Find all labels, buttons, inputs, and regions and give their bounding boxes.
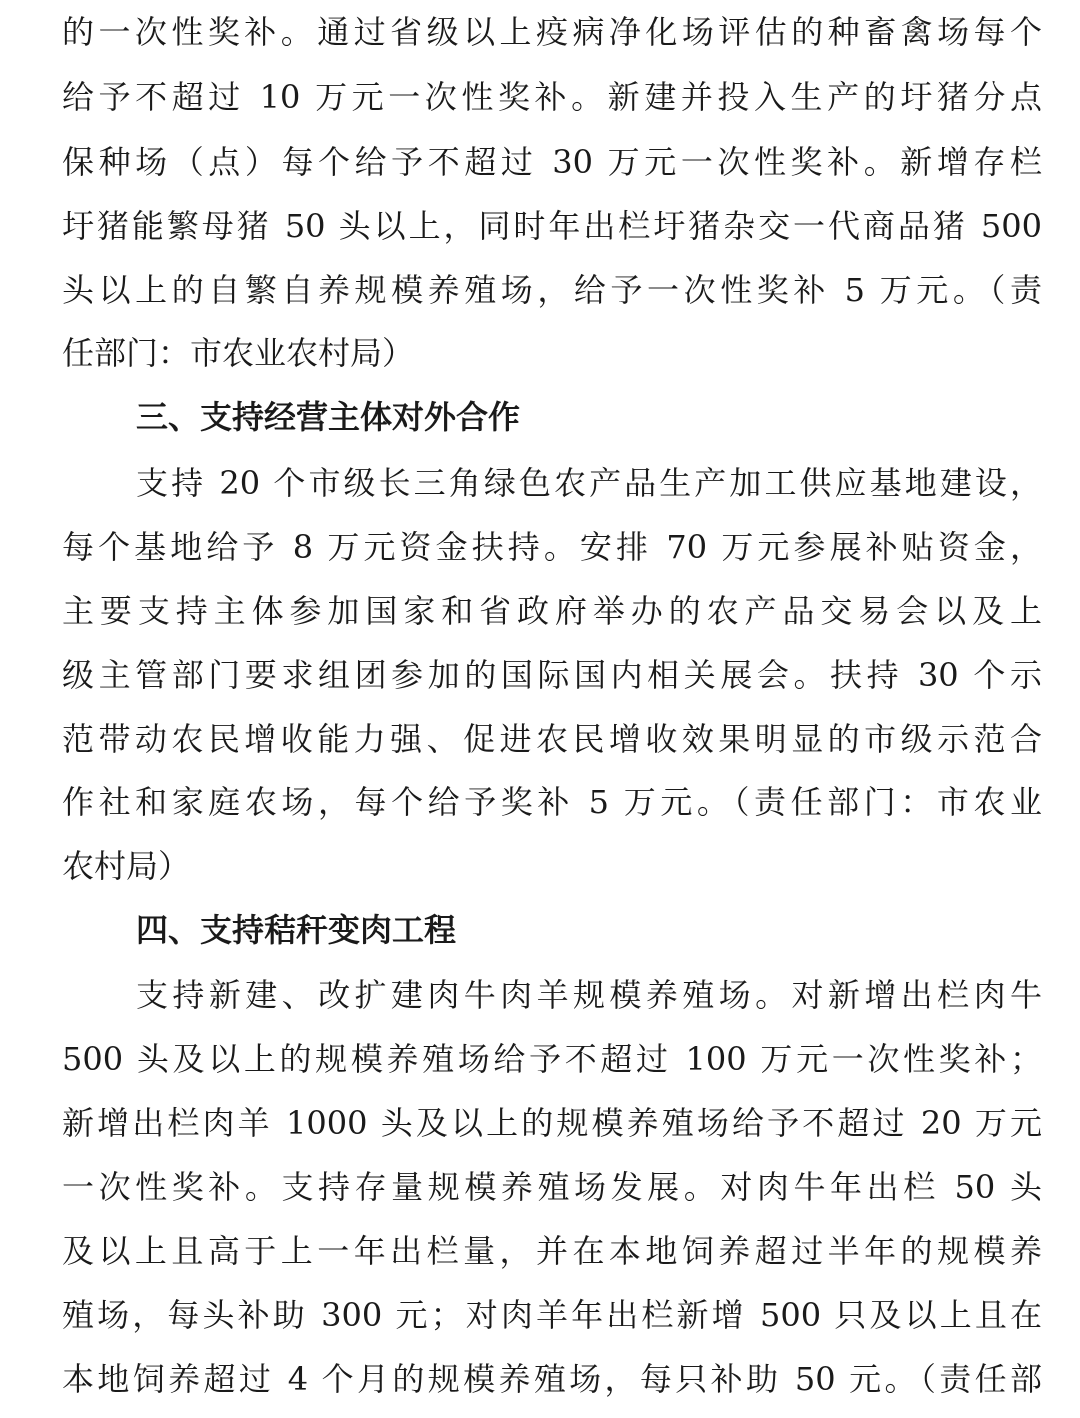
section-heading-3: 三、支持经营主体对外合作 — [136, 398, 521, 436]
paragraph-line: 及以上且高于上一年出栏量，并在本地饲养超过半年的规模养 — [62, 1232, 1042, 1270]
paragraph-line: 殖场，每头补助 300 元；对肉羊年出栏新增 500 只及以上且在 — [62, 1296, 1042, 1334]
section-heading-4: 四、支持秸秆变肉工程 — [136, 911, 457, 949]
paragraph-line: 主要支持主体参加国家和省政府举办的农产品交易会以及上 — [62, 592, 1042, 630]
paragraph-line: 本地饲养超过 4 个月的规模养殖场，每只补助 50 元。（责任部 — [62, 1360, 1042, 1398]
paragraph-line: 支持 20 个市级长三角绿色农产品生产加工供应基地建设， — [136, 464, 1042, 502]
paragraph-line: 头以上的自繁自养规模养殖场，给予一次性奖补 5 万元。（责 — [62, 271, 1042, 309]
paragraph-line: 圩猪能繁母猪 50 头以上，同时年出栏圩猪杂交一代商品猪 500 — [62, 207, 1042, 245]
paragraph-line: 任部门：市农业农村局） — [62, 334, 415, 372]
paragraph-line: 支持新建、改扩建肉牛肉羊规模养殖场。对新增出栏肉牛 — [136, 976, 1042, 1014]
paragraph-line: 范带动农民增收能力强、促进农民增收效果明显的市级示范合 — [62, 720, 1042, 758]
paragraph-line: 新增出栏肉羊 1000 头及以上的规模养殖场给予不超过 20 万元 — [62, 1104, 1042, 1142]
paragraph-line: 的一次性奖补。通过省级以上疫病净化场评估的种畜禽场每个 — [62, 13, 1042, 51]
paragraph-line: 每个基地给予 8 万元资金扶持。安排 70 万元参展补贴资金， — [62, 528, 1042, 566]
paragraph-line: 500 头及以上的规模养殖场给予不超过 100 万元一次性奖补； — [62, 1040, 1042, 1078]
paragraph-line: 级主管部门要求组团参加的国际国内相关展会。扶持 30 个示 — [62, 656, 1042, 694]
paragraph-line: 保种场（点）每个给予不超过 30 万元一次性奖补。新增存栏 — [62, 143, 1042, 181]
paragraph-line: 农村局） — [62, 847, 191, 885]
paragraph-line: 给予不超过 10 万元一次性奖补。新建并投入生产的圩猪分点 — [62, 78, 1042, 116]
paragraph-line: 作社和家庭农场，每个给予奖补 5 万元。（责任部门：市农业 — [62, 783, 1042, 821]
paragraph-line: 一次性奖补。支持存量规模养殖场发展。对肉牛年出栏 50 头 — [62, 1168, 1042, 1206]
